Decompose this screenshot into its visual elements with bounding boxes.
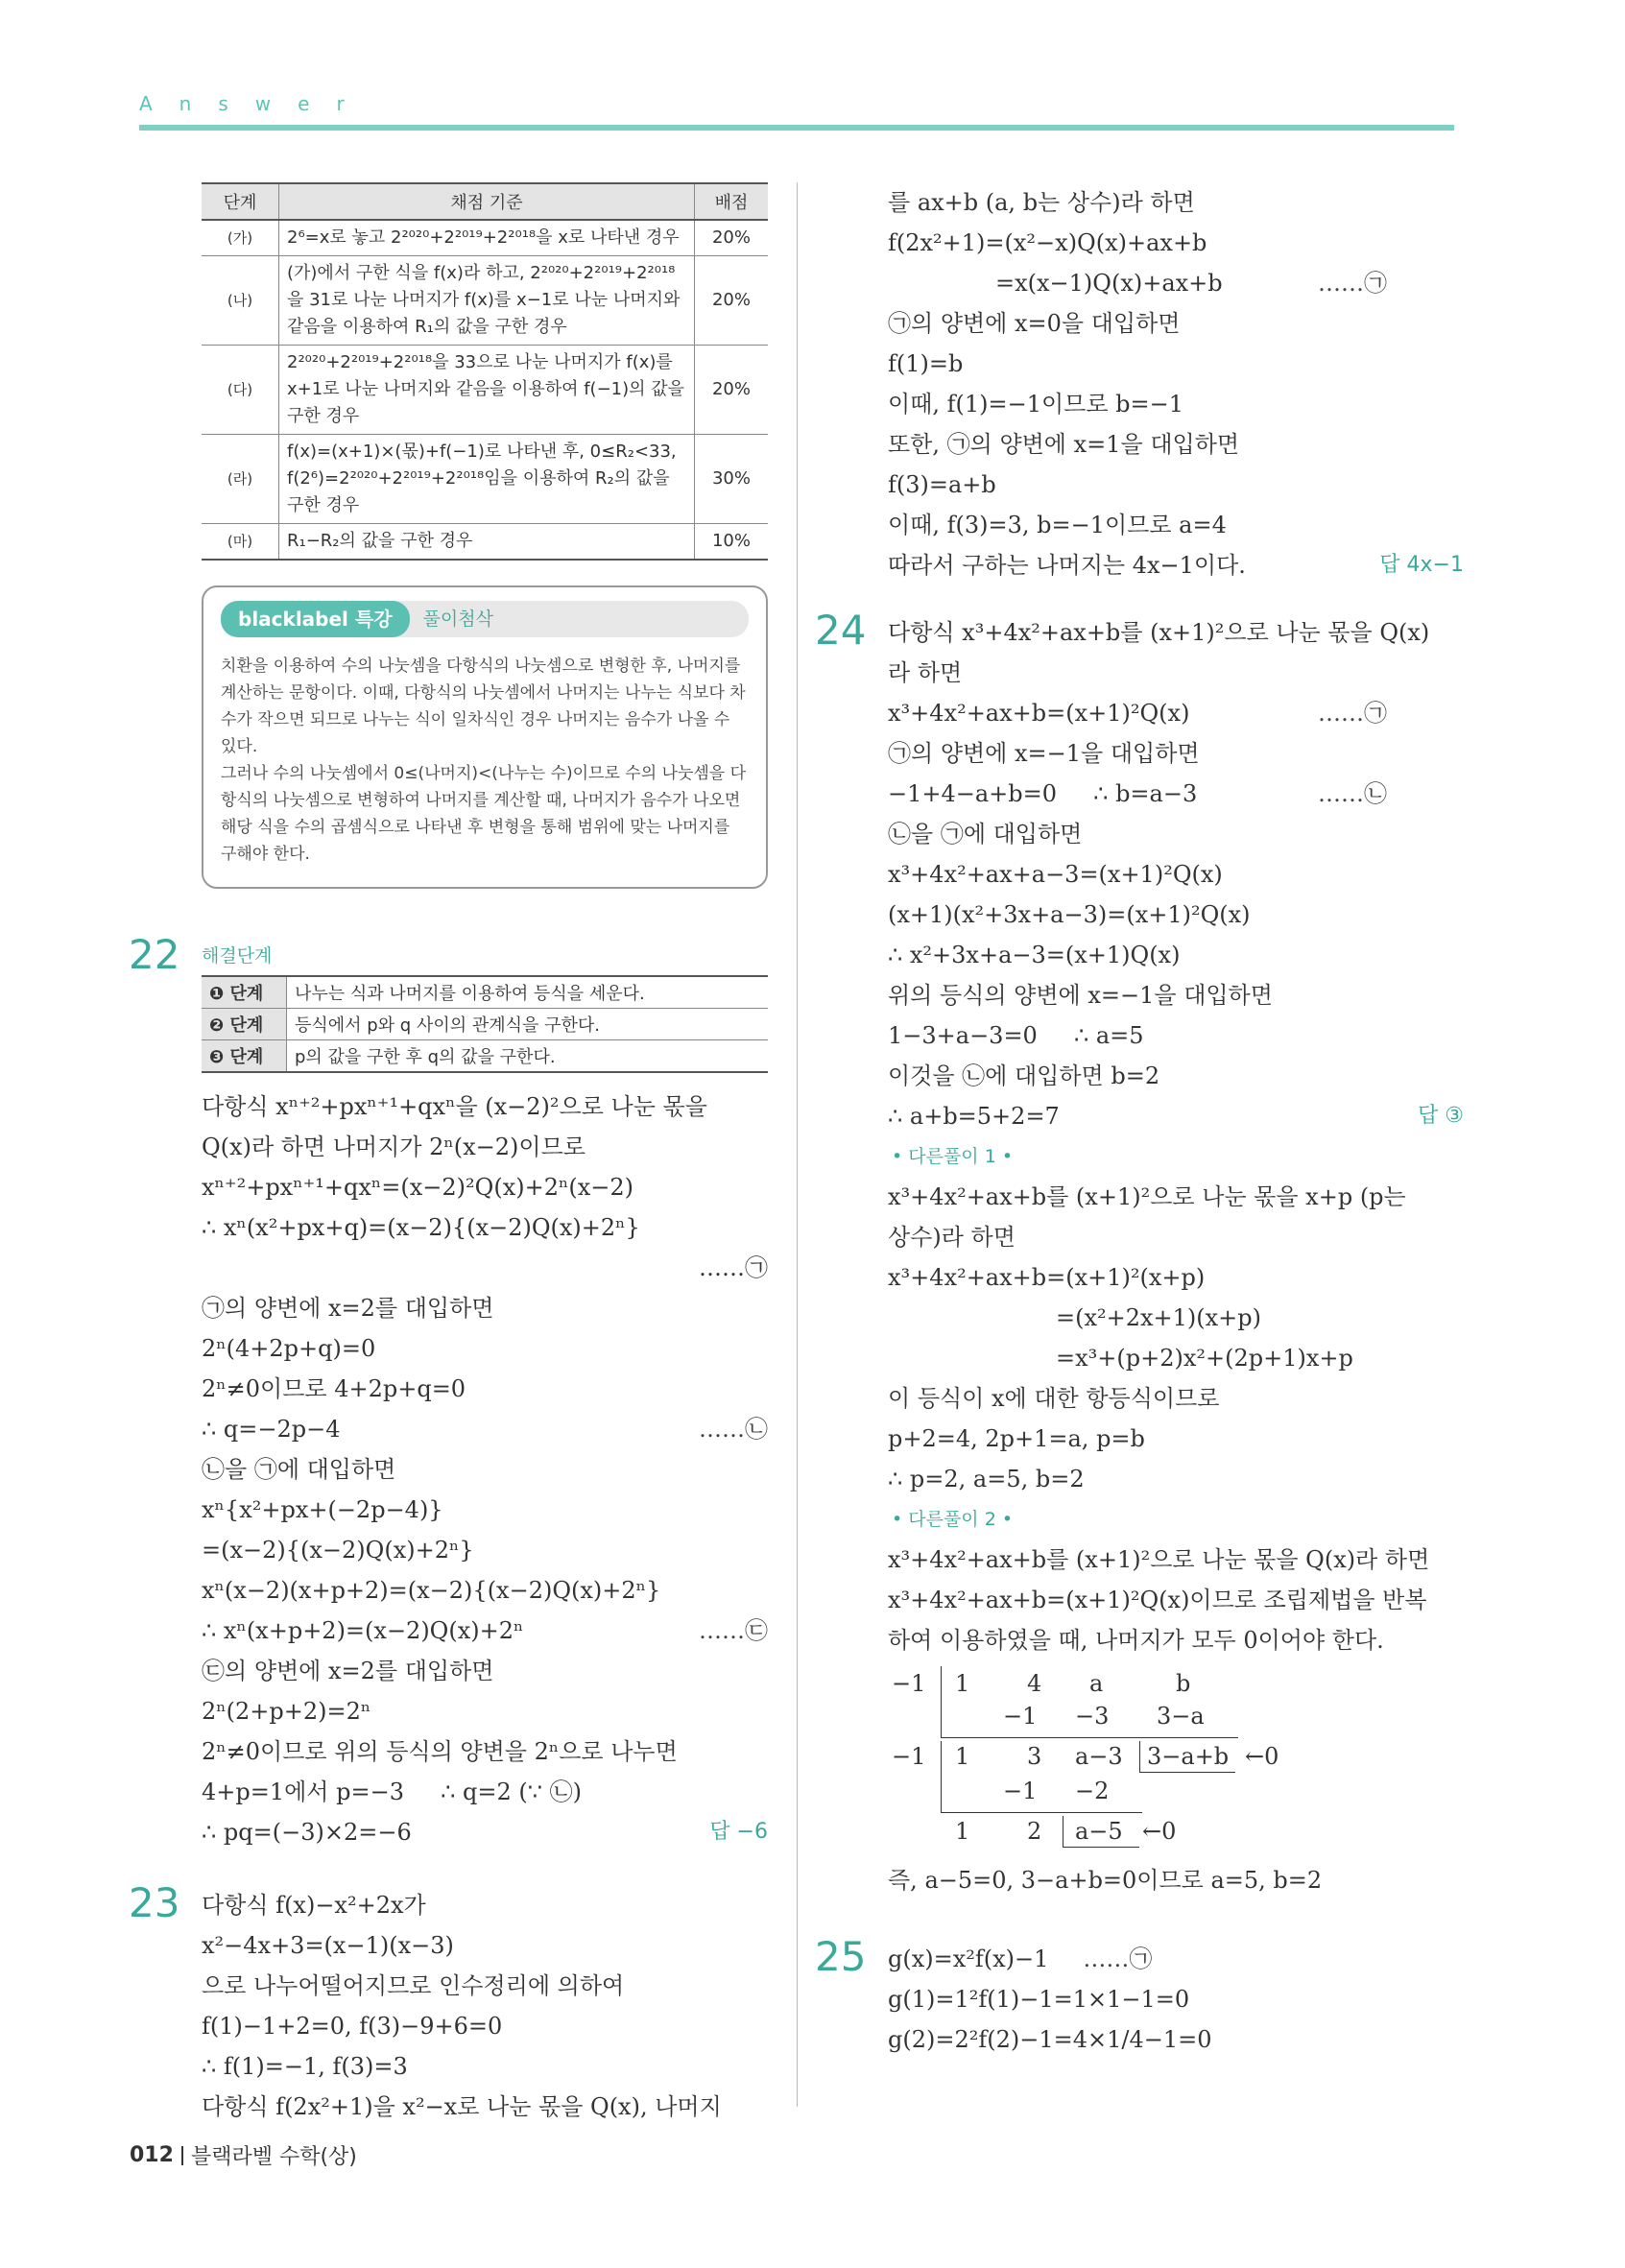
solution-line: ㉠의 양변에 x=2를 대입하면 (202, 1295, 494, 1322)
division-line (941, 1812, 1142, 1813)
solution-line: xⁿ{x²+px+(−2p−4)} (202, 1496, 443, 1523)
step-row (202, 1040, 768, 1073)
product-value: −1 (1003, 1778, 1038, 1804)
solution-text: ∴ q=−2p−4 (202, 1416, 341, 1443)
problem-number: 23 (129, 1879, 180, 1926)
page-footer (130, 2140, 357, 2170)
solution-line: ㉢의 양변에 x=2를 대입하면 (202, 1658, 494, 1684)
grading-step: (가) (202, 220, 279, 256)
solution-steps-heading: 해결단계 (202, 945, 273, 967)
step-row (202, 976, 768, 1009)
quotient-value: 1 (955, 1743, 970, 1770)
solution-line-tagged (202, 1611, 768, 1651)
solution-line: 2ⁿ≠0이므로 위의 등식의 양변을 2ⁿ으로 나누면 (202, 1738, 678, 1765)
grading-row (202, 256, 768, 346)
solution-line-tagged (888, 1939, 1464, 1979)
solution-line: f(1)−1+2=0, f(3)−9+6=0 (202, 2013, 503, 2040)
header-rule (139, 125, 1454, 131)
grading-header-criteria: 채점 기준 (279, 183, 695, 220)
step-row (202, 1009, 768, 1040)
solution-line: x³+4x²+ax+b를 (x+1)²으로 나눈 몫을 x+p (p는 (888, 1183, 1406, 1210)
solution-line: ㉡을 ㉠에 대입하면 (202, 1456, 396, 1483)
solution-line: 2ⁿ(2+p+2)=2ⁿ (202, 1698, 371, 1725)
solution-line: x³+4x²+ax+b를 (x+1)²으로 나눈 몫을 Q(x)라 하면 (888, 1546, 1430, 1573)
solution-line: ∴ xⁿ(x²+px+q)=(x−2){(x−2)Q(x)+2ⁿ} (202, 1214, 640, 1241)
grading-points: 10% (695, 524, 769, 561)
step-text: p의 값을 구한 후 q의 값을 구한다. (287, 1040, 769, 1073)
tip-badge: blacklabel 특강 (221, 601, 410, 637)
coefficient: 1 (955, 1670, 970, 1697)
solution-line: p+2=4, 2p+1=a, p=b (888, 1425, 1145, 1452)
solution-line: 즉, a−5=0, 3−a+b=0이므로 a=5, b=2 (888, 1867, 1323, 1894)
solution-text: ∴ pq=(−3)×2=−6 (202, 1819, 412, 1846)
footer-divider (181, 2146, 183, 2165)
solution-line-tagged (888, 693, 1464, 733)
solution-line-tagged (888, 1096, 1464, 1136)
divisor: −1 (892, 1743, 926, 1770)
grading-header-row (202, 183, 768, 220)
equation-marker: ……㉡ (1318, 780, 1387, 807)
solution-line: f(2x²+1)=(x²−x)Q(x)+ax+b (888, 229, 1207, 256)
grading-criteria: 2²⁰²⁰+2²⁰¹⁹+2²⁰¹⁸을 33으로 나눈 나머지가 f(x)를 x+1로 나눈 나머지와 같음을 이용하여 f(−1)의 값을 구한 경우 (279, 346, 695, 435)
solution-line: 으로 나누어떨어지므로 인수정리에 의하여 (202, 1972, 625, 1999)
solution-text: =x(x−1)Q(x)+ax+b (995, 270, 1223, 297)
division-line (941, 1737, 1238, 1738)
solution-line: 상수)라 하면 (888, 1224, 1016, 1251)
grading-row (202, 435, 768, 524)
step-label: ❷ 단계 (202, 1009, 287, 1040)
column-divider (797, 182, 798, 2107)
solution-line: Q(x)라 하면 나머지가 2ⁿ(x−2)이므로 (202, 1134, 585, 1160)
division-bar (941, 1741, 942, 1812)
book-title: 블랙라벨 수학(상) (190, 2145, 357, 2169)
solution-line: x³+4x²+ax+b=(x+1)²(x+p) (888, 1264, 1206, 1291)
step-label: ❸ 단계 (202, 1040, 287, 1073)
solution-line: g(1)=1²f(1)−1=1×1−1=0 (888, 1986, 1190, 2013)
tip-paragraph: 그러나 수의 나눗셈에서 0≤(나머지)<(나누는 수)이므로 수의 나눗셈을 다항식의 나눗셈으로 변형하여 나머지를 계산할 때, 나머지가 음수가 나오면 해당 식을 수의 곱셈식으로 나타낸 후 변형을 통해 범위에 맞는 나머지를 구해야 한다. (221, 764, 747, 864)
solution-line: =x³+(p+2)x²+(2p+1)x+p (1056, 1345, 1353, 1372)
coefficient: b (1176, 1670, 1191, 1697)
grading-points: 30% (695, 435, 769, 524)
grading-criteria: 2⁶=x로 놓고 2²⁰²⁰+2²⁰¹⁹+2²⁰¹⁸을 x로 나타낸 경우 (279, 220, 695, 256)
solution-line: 이때, f(3)=3, b=−1이므로 a=4 (888, 512, 1227, 538)
remainder-box-line (1139, 1772, 1235, 1773)
problem-number: 24 (815, 607, 867, 654)
problem-22 (129, 931, 768, 1852)
quotient-value: a−3 (1075, 1743, 1123, 1770)
grading-row (202, 524, 768, 561)
quotient-value: 3 (1027, 1743, 1042, 1770)
solution-line: x³+4x²+ax+b=(x+1)²Q(x)이므로 조립제법을 반복 (888, 1587, 1427, 1613)
solution-line-tagged (888, 263, 1464, 303)
solution-line: =(x−2){(x−2)Q(x)+2ⁿ} (202, 1537, 474, 1564)
solution-line: ㉠의 양변에 x=−1을 대입하면 (888, 740, 1200, 767)
solution-text: ∴ xⁿ(x+p+2)=(x−2)Q(x)+2ⁿ (202, 1617, 524, 1644)
equation-marker: ……㉠ (1083, 1946, 1153, 1972)
remainder-arrow: ←0 (1245, 1743, 1279, 1770)
grading-step: (라) (202, 435, 279, 524)
problem-25 (815, 1933, 1464, 2060)
solution-steps-table (202, 975, 768, 1073)
grading-step: (나) (202, 256, 279, 346)
solution-line: 2ⁿ≠0이므로 4+2p+q=0 (202, 1375, 466, 1402)
quotient-value: 2 (1027, 1818, 1042, 1845)
divisor: −1 (892, 1670, 926, 1697)
coefficient: 4 (1027, 1670, 1042, 1697)
remainder-arrow: ←0 (1142, 1818, 1177, 1845)
solution-line: 다항식 f(2x²+1)을 x²−x로 나눈 몫을 Q(x), 나머지 (202, 2093, 722, 2120)
solution-line: f(3)=a+b (888, 471, 996, 498)
solution-line: 라 하면 (888, 659, 963, 686)
solution-line: ∴ x²+3x+a−3=(x+1)Q(x) (888, 942, 1181, 968)
problem-23-continued (888, 182, 1464, 585)
solution-line: 이 등식이 x에 대한 항등식이므로 (888, 1385, 1220, 1412)
alternative-solution-heading: • 다른풀이 1 • (892, 1146, 1014, 1167)
solution-line: 4+p=1에서 p=−3 ∴ q=2 (∵ ㉡) (202, 1779, 583, 1805)
solution-line-tagged (202, 1812, 768, 1852)
coefficient: a (1089, 1670, 1104, 1697)
solution-text: ∴ a+b=5+2=7 (888, 1103, 1060, 1130)
answer-label: 답 ③ (1418, 1104, 1464, 1128)
equation-marker: ……㉠ (699, 1254, 768, 1281)
problem-24 (815, 607, 1464, 1900)
grading-criteria: R₁−R₂의 값을 구한 경우 (279, 524, 695, 561)
product-value: −2 (1075, 1778, 1110, 1804)
alternative-solution-heading: • 다른풀이 2 • (892, 1509, 1014, 1530)
grading-table (202, 182, 768, 561)
division-bar (941, 1666, 942, 1737)
solution-line-tagged (888, 774, 1464, 814)
right-column (815, 182, 1464, 2060)
solution-line: xⁿ(x−2)(x+p+2)=(x−2){(x−2)Q(x)+2ⁿ} (202, 1577, 661, 1604)
grading-criteria: f(x)=(x+1)×(몫)+f(−1)로 나타낸 후, 0≤R₂<33, f(2⁶)=2²⁰²⁰+2²⁰¹⁹+2²⁰¹⁸임을 이용하여 R₂의 값을 구한 경우 (279, 435, 695, 524)
solution-line: 를 ax+b (a, b는 상수)라 하면 (888, 189, 1195, 216)
solution-line: 또한, ㉠의 양변에 x=1을 대입하면 (888, 431, 1240, 458)
grading-points: 20% (695, 256, 769, 346)
solution-line: =(x²+2x+1)(x+p) (1056, 1304, 1262, 1331)
step-label: ❶ 단계 (202, 976, 287, 1009)
tip-header (221, 601, 749, 637)
solution-text: x³+4x²+ax+b=(x+1)²Q(x) (888, 700, 1190, 727)
left-column (129, 182, 768, 2127)
solution-text: 따라서 구하는 나머지는 4x−1이다. (888, 552, 1246, 579)
answer-label: 답 4x−1 (1379, 553, 1464, 577)
step-text: 나누는 식과 나머지를 이용하여 등식을 세운다. (287, 976, 769, 1009)
equation-marker: ……㉢ (699, 1617, 768, 1644)
solution-line: x³+4x²+ax+a−3=(x+1)²Q(x) (888, 861, 1223, 888)
solution-line: ∴ p=2, a=5, b=2 (888, 1466, 1085, 1492)
solution-line: ∴ f(1)=−1, f(3)=3 (202, 2053, 408, 2080)
grading-step: (마) (202, 524, 279, 561)
header-title: Answer (139, 92, 371, 115)
equation-marker: ……㉠ (1318, 700, 1387, 727)
solution-line: xⁿ⁺²+pxⁿ⁺¹+qxⁿ=(x−2)²Q(x)+2ⁿ(x−2) (202, 1174, 633, 1201)
solution-line-tagged (888, 545, 1464, 585)
solution-line: 1−3+a−3=0 ∴ a=5 (888, 1022, 1144, 1049)
solution-line: 다항식 xⁿ⁺²+pxⁿ⁺¹+qxⁿ을 (x−2)²으로 나눈 몫을 (202, 1093, 707, 1120)
grading-header-step: 단계 (202, 183, 279, 220)
solution-line: 2ⁿ(4+2p+q)=0 (202, 1335, 376, 1362)
remainder-value: 3−a+b (1147, 1743, 1230, 1770)
equation-marker: ……㉡ (699, 1416, 768, 1443)
answer-label: 답 −6 (709, 1820, 768, 1844)
grading-criteria: (가)에서 구한 식을 f(x)라 하고, 2²⁰²⁰+2²⁰¹⁹+2²⁰¹⁸을 31로 나눈 나머지가 f(x)를 x−1로 나눈 나머지와 같음을 이용하여 R₁의 값을 구한 경우 (279, 256, 695, 346)
solution-line-tagged (202, 1409, 768, 1449)
grading-points: 20% (695, 220, 769, 256)
equation-marker: ……㉠ (1318, 270, 1387, 297)
grading-row (202, 346, 768, 435)
tip-box (202, 585, 768, 889)
remainder-value: a−5 (1075, 1818, 1123, 1845)
problem-number: 22 (129, 931, 180, 978)
solution-line: 하여 이용하였을 때, 나머지가 모두 0이어야 한다. (888, 1627, 1384, 1654)
solution-text: −1+4−a+b=0 ∴ b=a−3 (888, 780, 1198, 807)
grading-header-points: 배점 (695, 183, 769, 220)
problem-number: 25 (815, 1933, 867, 1980)
product-value: −1 (1003, 1703, 1038, 1730)
tip-subtitle: 풀이첨삭 (422, 609, 493, 630)
remainder-box-line (1139, 1741, 1140, 1772)
problem-23 (129, 1879, 768, 2127)
solution-line: ㉠의 양변에 x=0을 대입하면 (888, 310, 1181, 337)
remainder-box-line (1063, 1847, 1139, 1848)
quotient-value: 1 (955, 1818, 970, 1845)
solution-line: ㉡을 ㉠에 대입하면 (888, 821, 1083, 848)
page-number: 012 (130, 2143, 174, 2167)
solution-line: 이때, f(1)=−1이므로 b=−1 (888, 391, 1184, 418)
solution-line: 다항식 x³+4x²+ax+b를 (x+1)²으로 나눈 몫을 Q(x) (888, 619, 1430, 646)
product-value: −3 (1075, 1703, 1110, 1730)
solution-line: x²−4x+3=(x−1)(x−3) (202, 1932, 454, 1959)
solution-line: 위의 등식의 양변에 x=−1을 대입하면 (888, 982, 1273, 1009)
solution-line: 이것을 ㉡에 대입하면 b=2 (888, 1062, 1160, 1089)
grading-points: 20% (695, 346, 769, 435)
tip-paragraph: 치환을 이용하여 수의 나눗셈을 다항식의 나눗셈으로 변형한 후, 나머지를 계산하는 문항이다. 이때, 다항식의 나눗셈에서 나머지는 나누는 식보다 차수가 작으면 되므로 나누는 식이 일차식인 경우 나머지는 음수가 나올 수 있다. (221, 657, 746, 756)
solution-line: (x+1)(x²+3x+a−3)=(x+1)²Q(x) (888, 901, 1251, 928)
product-value: 3−a (1157, 1703, 1205, 1730)
solution-text: g(x)=x²f(x)−1 (888, 1946, 1049, 1972)
solution-line: 다항식 f(x)−x²+2x가 (202, 1892, 426, 1919)
solution-line: g(2)=2²f(2)−1=4×1/4−1=0 (888, 2026, 1212, 2053)
solution-line: f(1)=b (888, 350, 964, 377)
synthetic-division (888, 1664, 1464, 1856)
grading-step: (다) (202, 346, 279, 435)
step-text: 등식에서 p와 q 사이의 관계식을 구한다. (287, 1009, 769, 1040)
grading-row (202, 220, 768, 256)
